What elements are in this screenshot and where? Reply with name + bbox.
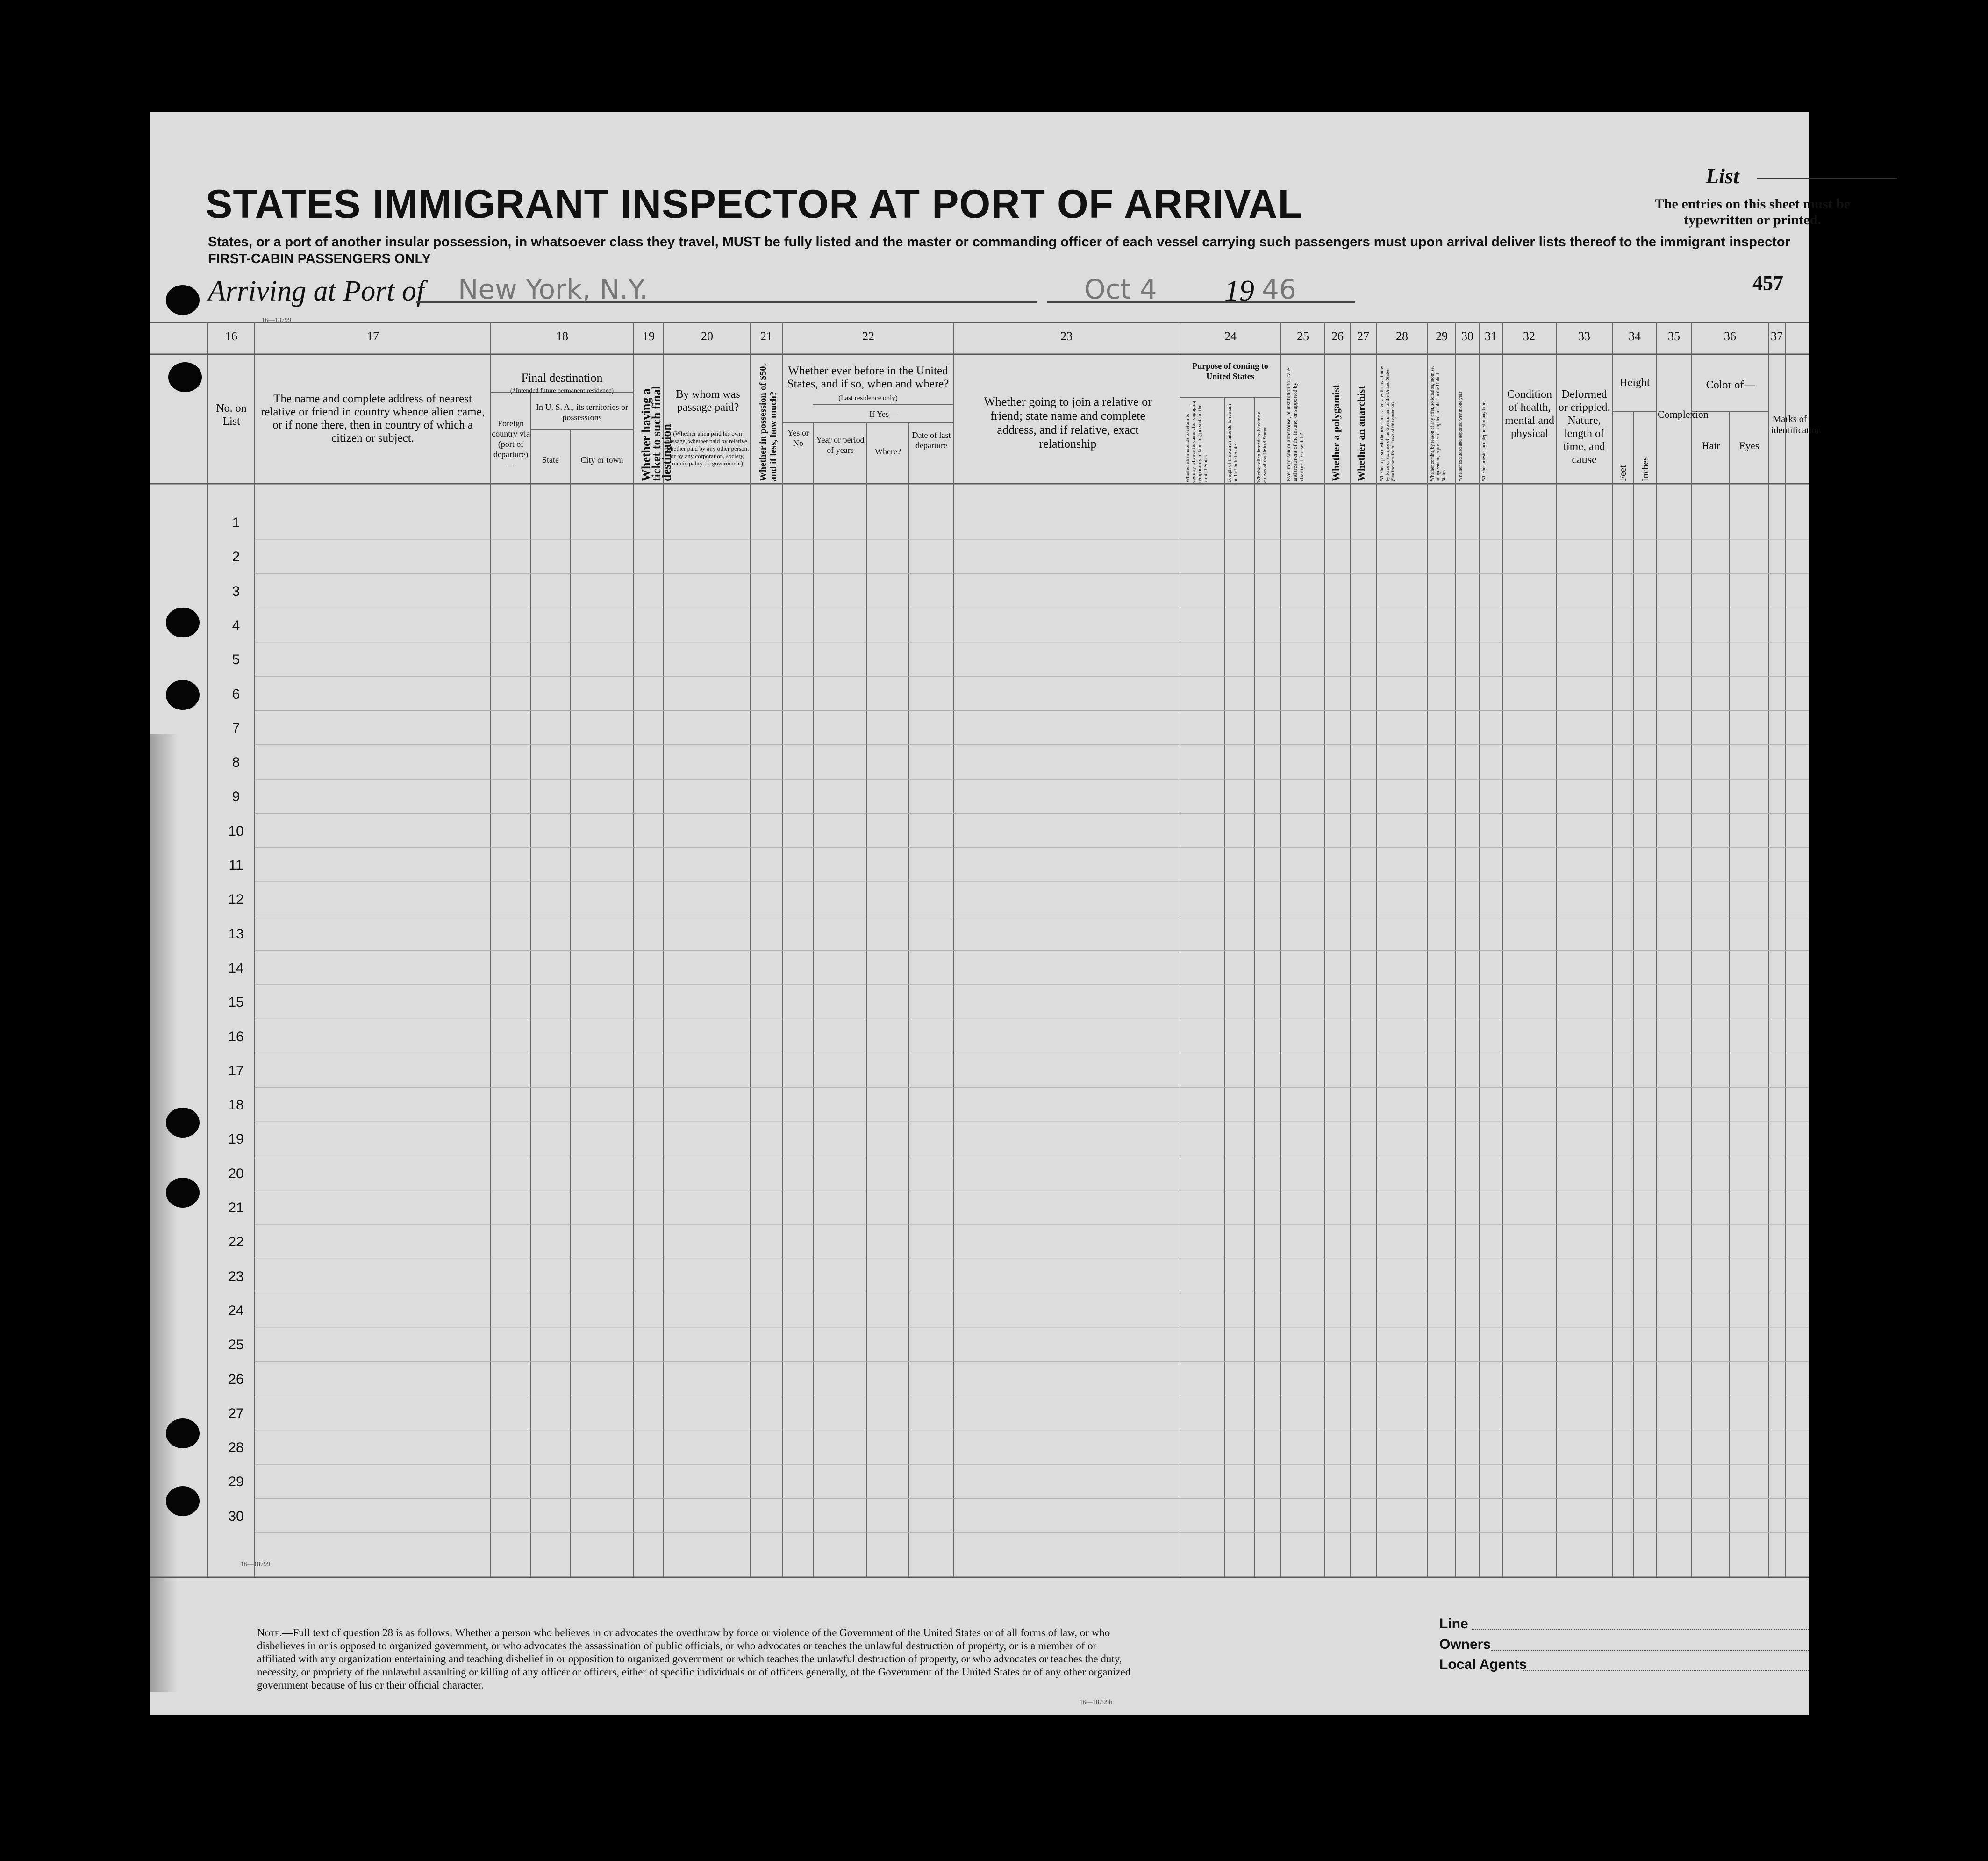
header-join-relative: Whether going to join a relative or friend; state name and complete address, and if relative, exact relationship [984, 395, 1152, 451]
row-number: 3 [232, 583, 240, 599]
header-state: State [542, 455, 559, 465]
manifest-sheet [150, 112, 1851, 1715]
header-final-destination: Final destination [521, 371, 603, 385]
col-num-16: 16 [225, 329, 237, 343]
row-number: 25 [228, 1337, 244, 1353]
col-num-34: 34 [1629, 329, 1641, 343]
col-num-23: 23 [1060, 329, 1073, 343]
footnote-text: —Full text of question 28 is as follows: Whether a person who believes in or advocates the overthrow by force or violence of the Government of the United States or of all forms of law, or who disbelieves in or is opposed to organized government, or who advocates the assassination of public officials, or who advocates or teaches the unlawful destruction of property, or is a member of or affiliated with any organization entertaining and teaching disbelief in or opposition to organized government or which teaches the unlawful destruction of property, or who advocates or teaches the duty, necessity, or propriety of the unlawful assaulting or killing of any officer or officers, either of specific individuals or of officers generally, of the Government of the United States or of any other organized government because of his or their official character. [257, 1627, 1131, 1691]
col-num-30: 30 [1461, 329, 1473, 343]
line-label: Line [1439, 1616, 1468, 1632]
col-num-32: 32 [1523, 329, 1535, 343]
col-num-19: 19 [643, 329, 655, 343]
header-purpose-length: Length of time alien intends to remain in the United States [1227, 404, 1238, 483]
header-purpose-return: Whether alien intends to return to country whence he came after engaging temporarily in laboring pursuits in the United States [1185, 401, 1209, 483]
row-number: 17 [228, 1063, 244, 1079]
header-overthrow: Whether a person who believes in or advocates the overthrow by force or violence of the Government of the United States (See footnote for full text of this question) [1380, 366, 1396, 481]
table-grid [150, 112, 1821, 1715]
col-num-26: 26 [1331, 329, 1344, 343]
col-num-25: 25 [1297, 329, 1309, 343]
line-fill [1472, 1629, 1809, 1630]
row-number: 30 [228, 1508, 244, 1524]
row-number: 7 [232, 720, 240, 736]
row-number: 9 [232, 789, 240, 805]
header-marks: Marks of identification [1771, 414, 1821, 436]
row-number: 14 [228, 960, 244, 976]
row-number: 16 [228, 1029, 244, 1045]
owners-label: Owners [1439, 1637, 1491, 1652]
year-handwritten: 46 [1262, 273, 1296, 305]
col-num-28: 28 [1396, 329, 1408, 343]
row-number: 19 [228, 1131, 244, 1147]
col-num-24: 24 [1224, 329, 1237, 343]
header-health: Condition of health, mental and physical [1505, 388, 1554, 440]
col-num-33: 33 [1578, 329, 1590, 343]
header-eyes: Eyes [1739, 440, 1759, 451]
col-num-22: 22 [862, 329, 874, 343]
col-num-31: 31 [1485, 329, 1497, 343]
row-number: 29 [228, 1474, 244, 1490]
row-number: 27 [228, 1405, 244, 1421]
page-number: 457 [1752, 272, 1783, 294]
row-number: 21 [228, 1200, 244, 1216]
header-date-departure: Date of last departure [912, 430, 951, 450]
header-city: City or town [580, 455, 623, 465]
binder-hole [168, 362, 202, 392]
header-prison: Ever in prison or almshouse, or institution for care and treatment of the insane, or supported by charity? If so, which? [1285, 368, 1305, 481]
list-label: List [1706, 164, 1739, 188]
row-number: 15 [228, 995, 244, 1010]
row-number: 2 [232, 549, 240, 565]
binder-hole [166, 1178, 200, 1208]
col-num-29: 29 [1436, 329, 1448, 343]
year-prefix: 19 [1224, 274, 1254, 307]
col-num-18: 18 [556, 329, 568, 343]
header-deformed: Deformed or crippled. Nature, length of time, and cause [1558, 388, 1610, 466]
binder-hole [166, 680, 200, 710]
header-excluded: Whether excluded and deported within one year [1458, 391, 1463, 481]
footnote [257, 1626, 1136, 1692]
binder-hole [166, 1418, 200, 1448]
passenger-class-line: FIRST-CABIN PASSENGERS ONLY [208, 251, 431, 266]
row-number: 6 [232, 686, 240, 702]
header-arrested: Whether arrested and deported at any time [1481, 402, 1487, 481]
row-number: 26 [228, 1371, 244, 1387]
header-purpose-citizen: Whether alien intends to become a citizen of the United States [1256, 411, 1268, 483]
header-polygamist: Whether a polygamist [1330, 384, 1342, 481]
header-year-period: Year or period of years [816, 435, 865, 455]
col-num-35: 35 [1668, 329, 1680, 343]
row-number: 13 [228, 926, 244, 942]
row-number: 23 [228, 1268, 244, 1284]
footnote-lead: Note. [257, 1627, 282, 1639]
row-number: 28 [228, 1440, 244, 1456]
header-ever-before-sub: (Last residence only) [838, 394, 898, 402]
header-ever-before: Whether ever before in the United States, and if so, when and where? [787, 365, 949, 390]
header-offer-labor: Whether coming by reason of any offer, solicitation, promise, or agreement, expressed or implied, to labor in the United States [1430, 366, 1446, 481]
header-complexion: Complexion [1658, 408, 1709, 420]
row-number: 1 [232, 515, 240, 530]
arriving-label: Arriving at Port of [208, 275, 425, 307]
footnote-form-number: 16—18799b [1080, 1699, 1112, 1706]
col-num-21: 21 [760, 329, 772, 343]
local-agents-label: Local Agents [1439, 1657, 1527, 1672]
owners-fill [1491, 1650, 1809, 1651]
header-foreign-country: Foreign country via (port of departure)— [492, 419, 530, 469]
header-if-yes: If Yes— [869, 409, 897, 419]
col-num-27: 27 [1357, 329, 1369, 343]
header-inches: Inches [1640, 457, 1651, 481]
header-anarchist: Whether an anarchist [1355, 386, 1367, 481]
header-nearest-relative: The name and complete address of nearest relative or friend in country whence alien came, or if none there, then in country of which a citizen or subject. [261, 393, 485, 444]
binder-hole [166, 1486, 200, 1516]
row-number: 10 [228, 823, 244, 839]
header-height: Height [1619, 377, 1650, 389]
header-hair: Hair [1702, 440, 1720, 451]
header-passage-paid: By whom was passage paid? [676, 388, 740, 414]
binder-hole [166, 285, 200, 315]
header-color-of: Color of— [1706, 379, 1755, 391]
header-yes-no: Yes or No [787, 428, 809, 448]
page-title: STATES IMMIGRANT INSPECTOR AT PORT OF ARRIVAL [206, 182, 1303, 227]
header-feet: Feet [1618, 465, 1628, 481]
header-where: Where? [875, 447, 901, 456]
binder-hole [166, 1108, 200, 1138]
col-num-37: 37 [1771, 329, 1783, 343]
row-number: 4 [232, 617, 240, 633]
col-num-20: 20 [701, 329, 713, 343]
row-number: 24 [228, 1303, 244, 1318]
header-no-on-list: No. on List [216, 402, 247, 428]
header-passage-paid-sub: (Whether alien paid his own passage, whether paid by relative, whether paid by any other person, or by any corporation, society, municipality, or government) [666, 430, 749, 467]
entries-note: The entries on this sheet must be typewritten or printed. [1654, 196, 1851, 228]
form-number-bottom: 16—18799 [241, 1561, 270, 1568]
row-number: 5 [232, 652, 240, 668]
form-number-top: 16—18799 [262, 317, 291, 324]
row-number: 12 [228, 892, 244, 908]
header-in-usa: In U. S. A., its territories or possessions [536, 402, 628, 422]
header-ticket: Whether having a ticket to such final destination [639, 386, 673, 481]
row-number: 8 [232, 755, 240, 771]
binder-hole [166, 608, 200, 637]
header-final-destination-sub: (*Intended future permanent residence) [510, 387, 614, 394]
instruction-line: States, or a port of another insular possession, in whatsoever class they travel, MUST be fully listed and the master or commanding officer of each vessel carrying such passengers must upon arrival deliver lists thereof to the immigrant inspector [208, 235, 1790, 250]
col-num-36: 36 [1724, 329, 1736, 343]
row-number: 18 [228, 1097, 244, 1113]
date-handwritten: Oct 4 [1084, 273, 1157, 305]
port-handwritten: New York, N.Y. [458, 273, 648, 305]
col-num-17: 17 [367, 329, 379, 343]
header-fifty-dollars: Whether in possession of $50, and if less, how much? [758, 364, 779, 481]
header-purpose: Purpose of coming to United States [1192, 361, 1268, 381]
row-number: 22 [228, 1234, 244, 1250]
local-agents-fill [1523, 1670, 1809, 1671]
row-number: 20 [228, 1166, 244, 1181]
row-number: 11 [229, 858, 243, 873]
